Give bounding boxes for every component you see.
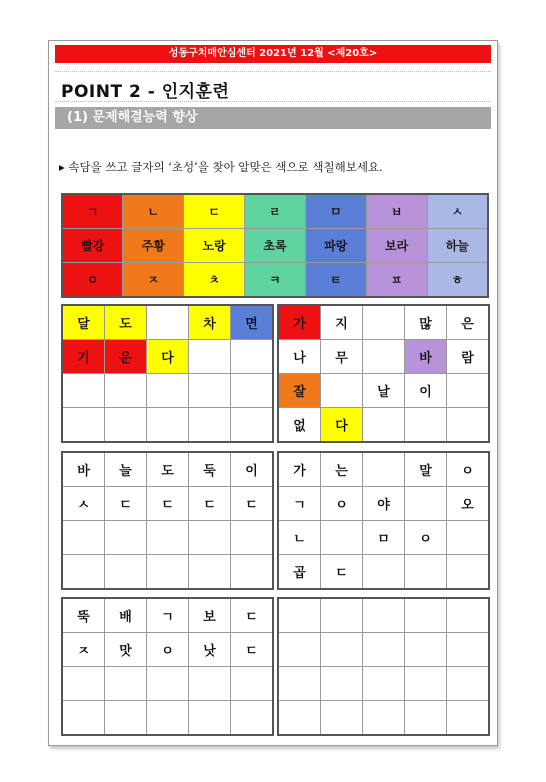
blank-cell[interactable] xyxy=(363,305,405,340)
blank-cell[interactable] xyxy=(147,555,189,590)
grid-row xyxy=(278,408,489,443)
key-cell: 하늘 xyxy=(427,229,488,263)
letter-cell[interactable]: 낫 xyxy=(189,633,231,667)
key-cell: ㅍ xyxy=(366,263,427,298)
blank-cell[interactable] xyxy=(231,555,274,590)
letter-cell[interactable]: 바 xyxy=(405,340,447,374)
grid-row xyxy=(278,667,489,701)
blank-cell[interactable] xyxy=(363,633,405,667)
letter-cell[interactable]: 은 xyxy=(447,305,490,340)
letter-cell[interactable]: 늘 xyxy=(105,452,147,487)
key-cell: ㅎ xyxy=(427,263,488,298)
letter-cell[interactable]: 바 xyxy=(62,452,105,487)
blank-cell[interactable] xyxy=(278,633,321,667)
letter-cell[interactable]: ㄱ xyxy=(278,487,321,521)
letter-cell[interactable]: ㅇ xyxy=(447,452,490,487)
blank-cell[interactable] xyxy=(189,374,231,408)
blank-cell[interactable] xyxy=(405,598,447,633)
key-cell: ㅊ xyxy=(184,263,245,298)
key-cell: ㅌ xyxy=(305,263,366,298)
letter-cell[interactable]: ㄷ xyxy=(231,633,274,667)
blank-cell[interactable] xyxy=(321,633,363,667)
blank-cell[interactable] xyxy=(147,521,189,555)
letter-cell[interactable]: ㄴ xyxy=(278,521,321,555)
blank-cell[interactable] xyxy=(321,598,363,633)
blank-cell[interactable] xyxy=(189,521,231,555)
letter-cell[interactable]: 지 xyxy=(321,305,363,340)
letter-cell[interactable]: 많 xyxy=(405,305,447,340)
letter-cell[interactable]: 람 xyxy=(447,340,490,374)
grid-row xyxy=(278,555,489,590)
key-row xyxy=(62,229,488,263)
blank-cell[interactable] xyxy=(363,340,405,374)
proverb-grid-4 xyxy=(277,451,490,590)
blank-cell[interactable] xyxy=(105,521,147,555)
letter-cell[interactable]: ㅇ xyxy=(405,521,447,555)
proverb-grid-2 xyxy=(277,304,490,443)
divider xyxy=(55,71,491,72)
letter-cell[interactable]: 이 xyxy=(405,374,447,408)
blank-cell[interactable] xyxy=(447,374,490,408)
letter-cell[interactable]: 운 xyxy=(105,340,147,374)
grid-row xyxy=(62,598,273,633)
key-cell: ㄴ xyxy=(123,194,184,229)
grid-row xyxy=(62,408,273,443)
letter-cell[interactable]: ㅈ xyxy=(62,633,105,667)
newsletter-banner: 성동구치매안심센터 2021년 12월 <제20호> xyxy=(55,45,491,63)
blank-cell[interactable] xyxy=(189,408,231,443)
letter-cell[interactable]: 잘 xyxy=(278,374,321,408)
divider xyxy=(55,101,491,102)
letter-cell[interactable]: 뚝 xyxy=(62,598,105,633)
key-cell: ㅋ xyxy=(245,263,306,298)
letter-cell[interactable]: ㄱ xyxy=(147,598,189,633)
blank-cell[interactable] xyxy=(147,667,189,701)
blank-cell[interactable] xyxy=(62,374,105,408)
blank-cell[interactable] xyxy=(321,374,363,408)
blank-cell[interactable] xyxy=(62,555,105,590)
blank-cell[interactable] xyxy=(321,521,363,555)
letter-cell[interactable]: 날 xyxy=(363,374,405,408)
page-heading: POINT 2 - 인지훈련 xyxy=(61,82,230,102)
grid-row xyxy=(62,305,273,340)
blank-cell[interactable] xyxy=(363,598,405,633)
blank-cell[interactable] xyxy=(447,555,490,590)
blank-cell[interactable] xyxy=(62,521,105,555)
letter-cell[interactable]: 도 xyxy=(105,305,147,340)
letter-cell[interactable]: 가 xyxy=(278,452,321,487)
letter-cell[interactable]: 배 xyxy=(105,598,147,633)
proverb-grid-6 xyxy=(277,597,490,736)
blank-cell[interactable] xyxy=(147,374,189,408)
blank-cell[interactable] xyxy=(231,374,274,408)
blank-cell[interactable] xyxy=(189,340,231,374)
key-row xyxy=(62,194,488,229)
key-cell: ㄷ xyxy=(184,194,245,229)
blank-cell[interactable] xyxy=(278,667,321,701)
letter-cell[interactable]: 둑 xyxy=(189,452,231,487)
letter-cell[interactable]: 도 xyxy=(147,452,189,487)
blank-cell[interactable] xyxy=(321,667,363,701)
blank-cell[interactable] xyxy=(405,408,447,443)
blank-cell[interactable] xyxy=(447,701,490,736)
blank-cell[interactable] xyxy=(321,701,363,736)
grid-row xyxy=(62,667,273,701)
blank-cell[interactable] xyxy=(363,701,405,736)
proverb-grid-5 xyxy=(61,597,274,736)
letter-cell[interactable]: 달 xyxy=(62,305,105,340)
grid-row xyxy=(278,452,489,487)
blank-cell[interactable] xyxy=(231,667,274,701)
grid-row xyxy=(278,598,489,633)
letter-cell[interactable]: 없 xyxy=(278,408,321,443)
letter-cell[interactable]: 다 xyxy=(321,408,363,443)
letter-cell[interactable]: 면 xyxy=(231,305,274,340)
key-row xyxy=(62,263,488,298)
blank-cell[interactable] xyxy=(189,667,231,701)
grid-row xyxy=(278,521,489,555)
blank-cell[interactable] xyxy=(189,701,231,736)
key-cell: 노랑 xyxy=(184,229,245,263)
blank-cell[interactable] xyxy=(105,701,147,736)
blank-cell[interactable] xyxy=(231,408,274,443)
letter-cell[interactable]: 보 xyxy=(189,598,231,633)
grid-row xyxy=(62,701,273,736)
letter-cell[interactable]: 곱 xyxy=(278,555,321,590)
blank-cell[interactable] xyxy=(363,667,405,701)
letter-cell[interactable]: ㄷ xyxy=(321,555,363,590)
blank-cell[interactable] xyxy=(62,701,105,736)
key-cell: 파랑 xyxy=(305,229,366,263)
blank-cell[interactable] xyxy=(405,701,447,736)
blank-cell[interactable] xyxy=(189,555,231,590)
blank-cell[interactable] xyxy=(105,408,147,443)
blank-cell[interactable] xyxy=(363,452,405,487)
key-cell: ㅅ xyxy=(427,194,488,229)
blank-cell[interactable] xyxy=(147,408,189,443)
blank-cell[interactable] xyxy=(363,555,405,590)
blank-cell[interactable] xyxy=(363,408,405,443)
letter-cell[interactable]: ㅅ xyxy=(62,487,105,521)
blank-cell[interactable] xyxy=(405,555,447,590)
newsletter-page xyxy=(48,40,498,746)
letter-cell[interactable]: 오 xyxy=(447,487,490,521)
blank-cell[interactable] xyxy=(405,667,447,701)
grid-row xyxy=(278,701,489,736)
grid-row xyxy=(62,340,273,374)
grid-row xyxy=(62,374,273,408)
grid-row xyxy=(62,633,273,667)
key-cell: ㄹ xyxy=(245,194,306,229)
grid-row xyxy=(62,521,273,555)
letter-cell[interactable]: ㅁ xyxy=(363,521,405,555)
blank-cell[interactable] xyxy=(147,305,189,340)
blank-cell[interactable] xyxy=(447,521,490,555)
blank-cell[interactable] xyxy=(62,667,105,701)
letter-cell[interactable]: 나 xyxy=(278,340,321,374)
grid-row xyxy=(278,487,489,521)
letter-cell[interactable]: 맛 xyxy=(105,633,147,667)
blank-cell[interactable] xyxy=(447,667,490,701)
letter-cell[interactable]: 는 xyxy=(321,452,363,487)
key-cell: ㅇ xyxy=(62,263,123,298)
instruction-text: ▸ 속담을 쓰고 글자의 ‘초성’을 찾아 알맞은 색으로 색칠해보세요. xyxy=(59,160,383,174)
blank-cell[interactable] xyxy=(105,555,147,590)
grid-row xyxy=(278,305,489,340)
letter-cell[interactable]: 이 xyxy=(231,452,274,487)
letter-cell[interactable]: 차 xyxy=(189,305,231,340)
letter-cell[interactable]: ㅇ xyxy=(321,487,363,521)
key-cell: ㅂ xyxy=(366,194,427,229)
key-cell: ㅈ xyxy=(123,263,184,298)
key-cell: ㄱ xyxy=(62,194,123,229)
letter-cell[interactable]: ㄷ xyxy=(231,598,274,633)
blank-cell[interactable] xyxy=(231,340,274,374)
letter-cell[interactable]: 가 xyxy=(278,305,321,340)
letter-cell[interactable]: ㄷ xyxy=(147,487,189,521)
key-cell: ㅁ xyxy=(305,194,366,229)
blank-cell[interactable] xyxy=(278,701,321,736)
grid-row xyxy=(62,452,273,487)
letter-cell[interactable]: ㅇ xyxy=(147,633,189,667)
blank-cell[interactable] xyxy=(231,701,274,736)
blank-cell[interactable] xyxy=(105,667,147,701)
blank-cell[interactable] xyxy=(147,701,189,736)
proverb-grid-1 xyxy=(61,304,274,443)
letter-cell[interactable]: 말 xyxy=(405,452,447,487)
letter-cell[interactable]: 무 xyxy=(321,340,363,374)
grid-row xyxy=(278,374,489,408)
color-key-table xyxy=(61,193,489,298)
letter-cell[interactable]: 다 xyxy=(147,340,189,374)
grid-row xyxy=(62,487,273,521)
grid-row xyxy=(278,340,489,374)
blank-cell[interactable] xyxy=(447,598,490,633)
letter-cell[interactable]: 야 xyxy=(363,487,405,521)
letter-cell[interactable]: 기 xyxy=(62,340,105,374)
blank-cell[interactable] xyxy=(278,598,321,633)
letter-cell[interactable]: ㄷ xyxy=(105,487,147,521)
key-cell: 보라 xyxy=(366,229,427,263)
key-cell: 주황 xyxy=(123,229,184,263)
key-cell: 초록 xyxy=(245,229,306,263)
blank-cell[interactable] xyxy=(105,374,147,408)
letter-cell[interactable]: ㄷ xyxy=(231,487,274,521)
key-cell: 빨강 xyxy=(62,229,123,263)
blank-cell[interactable] xyxy=(231,521,274,555)
blank-cell[interactable] xyxy=(447,633,490,667)
blank-cell[interactable] xyxy=(405,487,447,521)
blank-cell[interactable] xyxy=(405,633,447,667)
grid-row xyxy=(62,555,273,590)
section-heading: (1) 문제해결능력 향상 xyxy=(55,107,491,129)
proverb-grid-3 xyxy=(61,451,274,590)
grid-row xyxy=(278,633,489,667)
blank-cell[interactable] xyxy=(62,408,105,443)
blank-cell[interactable] xyxy=(447,408,490,443)
letter-cell[interactable]: ㄷ xyxy=(189,487,231,521)
